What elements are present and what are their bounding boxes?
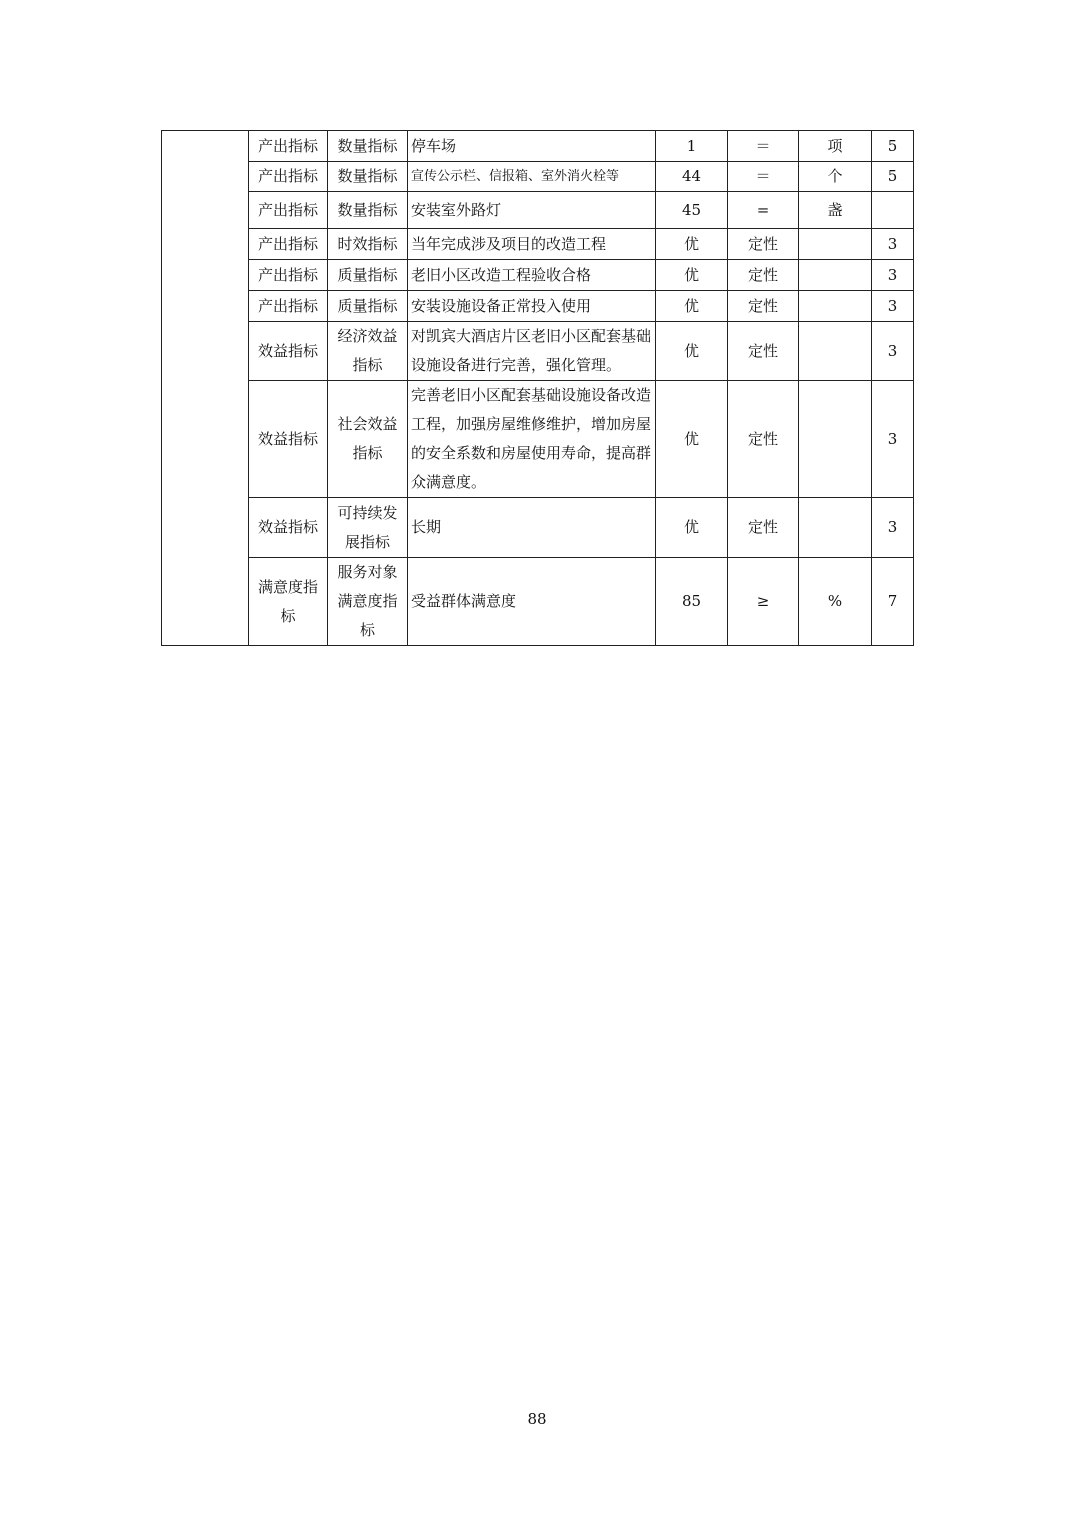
level1-cell: 产出指标 — [249, 192, 328, 229]
table-row — [162, 291, 914, 322]
value-cell: 85 — [656, 558, 728, 646]
indicator-desc-cell: 安装室外路灯 — [408, 192, 656, 229]
table-row — [162, 229, 914, 260]
unit-cell — [799, 291, 872, 322]
operator-cell: 定性 — [728, 381, 799, 498]
level2-cell: 数量指标 — [328, 131, 408, 162]
operator-cell: 定性 — [728, 291, 799, 322]
level2-cell: 时效指标 — [328, 229, 408, 260]
value-cell: 优 — [656, 322, 728, 381]
level1-cell: 产出指标 — [249, 229, 328, 260]
operator-cell: 定性 — [728, 498, 799, 558]
value-cell: 优 — [656, 260, 728, 291]
score-cell: 5 — [872, 162, 914, 192]
score-cell: 7 — [872, 558, 914, 646]
score-cell — [872, 192, 914, 229]
operator-cell: ＝ — [728, 162, 799, 192]
indicator-desc-cell: 停车场 — [408, 131, 656, 162]
score-cell: 3 — [872, 260, 914, 291]
indicator-desc-cell: 宣传公示栏、信报箱、室外消火栓等 — [408, 162, 656, 192]
performance-indicator-table — [161, 130, 914, 646]
level2-cell: 可持续发展指标 — [328, 498, 408, 558]
unit-cell: 盏 — [799, 192, 872, 229]
page-number: 88 — [527, 1410, 547, 1428]
level1-cell: 效益指标 — [249, 322, 328, 381]
operator-cell: 定性 — [728, 229, 799, 260]
score-cell: 5 — [872, 131, 914, 162]
score-cell: 3 — [872, 291, 914, 322]
level1-cell: 产出指标 — [249, 162, 328, 192]
level1-cell: 产出指标 — [249, 291, 328, 322]
indicator-desc-cell: 老旧小区改造工程验收合格 — [408, 260, 656, 291]
level2-cell: 数量指标 — [328, 192, 408, 229]
level2-cell: 社会效益指标 — [328, 381, 408, 498]
level1-cell: 产出指标 — [249, 260, 328, 291]
score-cell: 3 — [872, 229, 914, 260]
value-cell: 优 — [656, 291, 728, 322]
operator-cell: 定性 — [728, 322, 799, 381]
table-row — [162, 498, 914, 558]
value-cell: 优 — [656, 498, 728, 558]
blank-merged-cell — [162, 131, 249, 646]
value-cell: 45 — [656, 192, 728, 229]
unit-cell — [799, 322, 872, 381]
level2-cell: 数量指标 — [328, 162, 408, 192]
unit-cell: 个 — [799, 162, 872, 192]
score-cell: 3 — [872, 381, 914, 498]
indicator-desc-cell: 受益群体满意度 — [408, 558, 656, 646]
table-row — [162, 192, 914, 229]
level1-cell: 效益指标 — [249, 381, 328, 498]
value-cell: 44 — [656, 162, 728, 192]
level2-cell: 服务对象满意度指标 — [328, 558, 408, 646]
value-cell: 优 — [656, 381, 728, 498]
level1-cell: 效益指标 — [249, 498, 328, 558]
indicator-desc-cell: 当年完成涉及项目的改造工程 — [408, 229, 656, 260]
level2-cell: 质量指标 — [328, 260, 408, 291]
operator-cell: 定性 — [728, 260, 799, 291]
table-row — [162, 322, 914, 381]
table-row — [162, 131, 914, 162]
operator-cell: = — [728, 192, 799, 229]
level2-cell: 经济效益指标 — [328, 322, 408, 381]
table-row — [162, 260, 914, 291]
indicator-desc-cell: 长期 — [408, 498, 656, 558]
indicator-desc-cell: 完善老旧小区配套基础设施设备改造工程，加强房屋维修维护，增加房屋的安全系数和房屋使用寿命，提高群众满意度。 — [408, 381, 656, 498]
score-cell: 3 — [872, 322, 914, 381]
table-row — [162, 558, 914, 646]
value-cell: 优 — [656, 229, 728, 260]
operator-cell: ≥ — [728, 558, 799, 646]
indicator-desc-cell: 对凯宾大酒店片区老旧小区配套基础设施设备进行完善，强化管理。 — [408, 322, 656, 381]
unit-cell — [799, 229, 872, 260]
table-row — [162, 162, 914, 192]
unit-cell: 项 — [799, 131, 872, 162]
level2-cell: 质量指标 — [328, 291, 408, 322]
unit-cell — [799, 260, 872, 291]
unit-cell — [799, 498, 872, 558]
indicator-desc-cell: 安装设施设备正常投入使用 — [408, 291, 656, 322]
table-row — [162, 381, 914, 498]
operator-cell: ＝ — [728, 131, 799, 162]
level1-cell: 产出指标 — [249, 131, 328, 162]
score-cell: 3 — [872, 498, 914, 558]
unit-cell: % — [799, 558, 872, 646]
value-cell: 1 — [656, 131, 728, 162]
unit-cell — [799, 381, 872, 498]
level1-cell: 满意度指标 — [249, 558, 328, 646]
